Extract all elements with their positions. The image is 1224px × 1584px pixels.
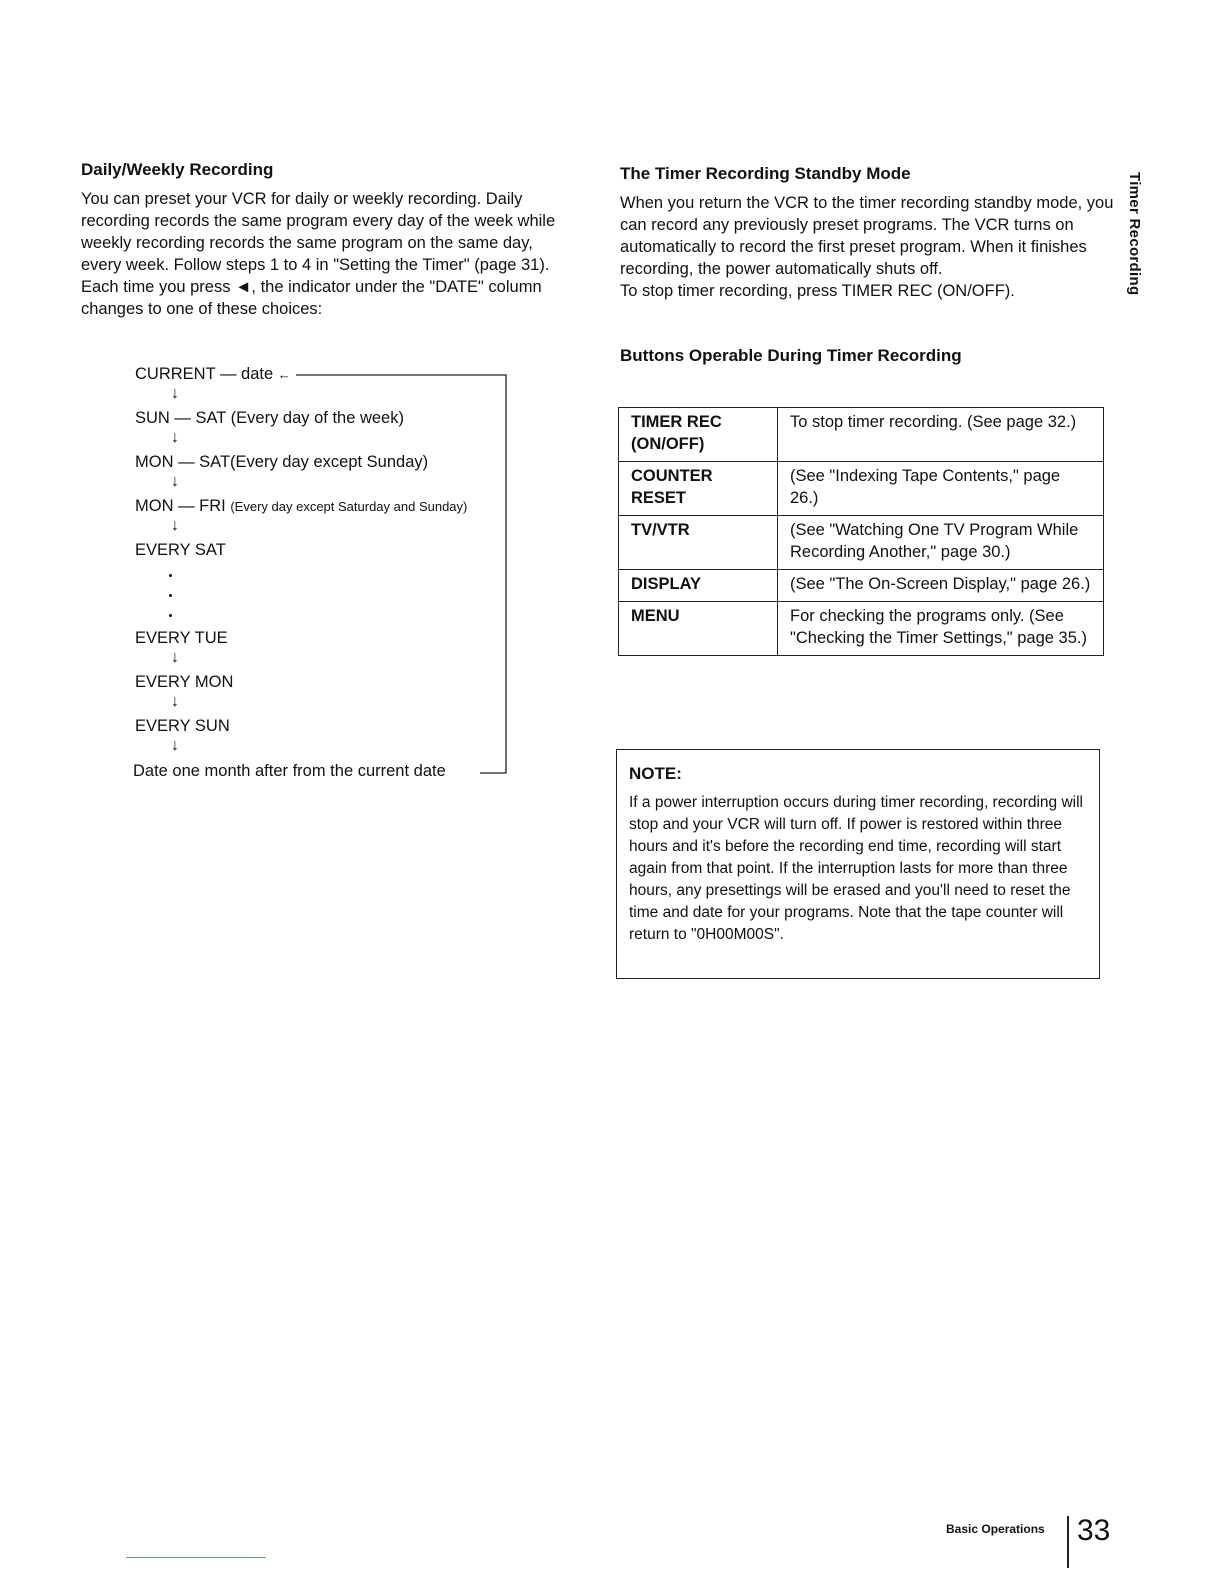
sequence-item-current-text: CURRENT — date [135,365,274,383]
standby-paragraph-1: When you return the VCR to the timer recording standby mode, you can record any previously preset programs. The VCR turns on automatically to record the first preset program. When it finishes recording, the power automatically shuts off. [620,194,1114,278]
note-text: If a power interruption occurs during timer recording, recording will stop and your VCR will turn off. If power is restored within three hours and it's before the recording end time, recording will start again from that point. If the interruption lasts for more than three hours, any presettings will be erased and you'll need to reset the time and date for your programs. Note that the tape counter will return to "0H00M00S". [629,794,1084,943]
table-cell-button: TV/VTR [619,516,778,570]
table-cell-description: For checking the programs only. (See "Checking the Timer Settings," page 35.) [778,602,1104,656]
table-cell-description: (See "Watching One TV Program While Recording Another," page 30.) [778,516,1104,570]
table-cell-button: MENU [619,602,778,656]
chapter-side-tab-label: Timer Recording [1126,172,1143,296]
note-title: NOTE: [629,764,682,783]
section-heading-buttons-operable: Buttons Operable During Timer Recording [620,346,962,365]
standby-paragraph-2: To stop timer recording, press TIMER REC (ON/OFF). [620,282,1015,300]
down-arrow-icon: ↓ [171,385,179,402]
down-arrow-icon: ↓ [171,473,179,490]
table-row [619,408,1104,462]
sequence-item-every-sat: EVERY SAT [135,541,226,559]
section-heading-standby-mode: The Timer Recording Standby Mode [620,164,911,183]
down-arrow-icon: ↓ [171,517,179,534]
sequence-item-mon-fri-text: MON — FRI [135,497,226,515]
description-paragraph-2: Each time you press ◄, the indicator under the "DATE" column changes to one of these choices: [81,278,542,318]
sequence-item-one-month: Date one month after from the current date [133,762,446,780]
table-row [619,602,1104,656]
table-cell-description: To stop timer recording. (See page 32.) [778,408,1104,462]
footer-section-label: Basic Operations [946,1522,1045,1536]
loop-connector-line [0,0,600,800]
down-arrow-icon: ↓ [171,649,179,666]
table-cell-button: DISPLAY [619,570,778,602]
page-number: 33 [1077,1514,1111,1547]
loop-arrow-icon: ← [277,367,291,382]
footer-rule [126,1557,266,1558]
section-heading-daily-weekly: Daily/Weekly Recording [81,160,274,179]
sequence-item-mon-fri-note: (Every day except Saturday and Sunday) [230,499,468,514]
chapter-side-tab [1121,172,1143,312]
sequence-item-every-tue: EVERY TUE [135,629,228,647]
footer-divider [1067,1516,1069,1568]
sequence-item-mon-sat: MON — SAT(Every day except Sunday) [135,453,429,471]
table-row [619,462,1104,516]
sequence-item-every-sun: EVERY SUN [135,717,230,735]
table-row [619,570,1104,602]
table-cell-button: TIMER REC (ON/OFF) [619,408,778,462]
table-cell-description: (See "The On-Screen Display," page 26.) [778,570,1104,602]
operable-buttons-table [618,407,1104,656]
table-row [619,516,1104,570]
table-cell-description: (See "Indexing Tape Contents," page 26.) [778,462,1104,516]
down-arrow-icon: ↓ [171,429,179,446]
description-paragraph-1: You can preset your VCR for daily or weekly recording. Daily recording records the same program every day of the week while weekly recording records the same program on the same day, every week. Follow steps 1 to 4 in "Setting the Timer" (page 31). [81,190,556,274]
down-arrow-icon: ↓ [171,693,179,710]
note-box [616,749,1100,979]
sequence-item-sun-sat: SUN — SAT (Every day of the week) [135,409,404,427]
table-cell-button: COUNTER RESET [619,462,778,516]
down-arrow-icon: ↓ [171,737,179,754]
standby-mode-description [620,192,1120,302]
sequence-item-every-mon: EVERY MON [135,673,234,691]
